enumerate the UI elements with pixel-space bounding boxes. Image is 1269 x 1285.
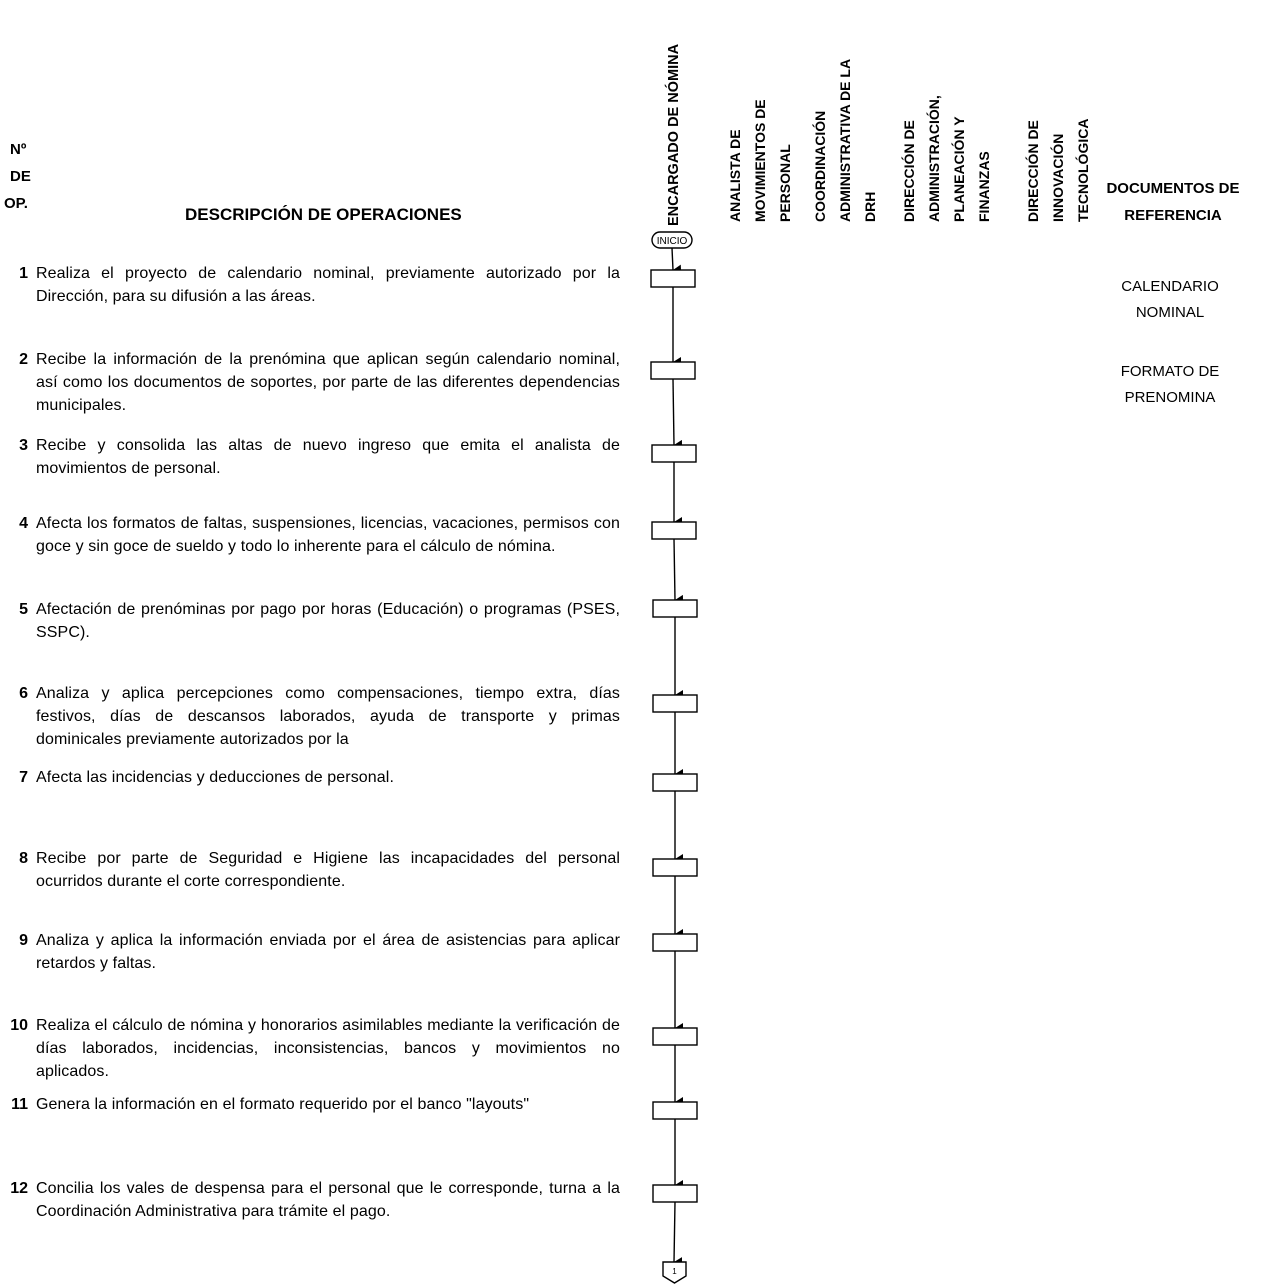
reference-line: PRENOMINA — [1124, 389, 1216, 406]
op-description: Afecta los formatos de faltas, suspensiones, licencias, vacaciones, permisos con goce y sin goce de sueldo y todo lo inherente para el cálculo de nómina. — [36, 515, 620, 555]
process-box — [651, 362, 695, 379]
column-header-line: PERSONAL — [777, 144, 793, 222]
op-number: 8 — [19, 850, 28, 867]
process-box — [653, 1028, 697, 1045]
column-header-line: COORDINACIÓN — [812, 110, 828, 222]
column-header-line: FINANZAS — [976, 151, 992, 222]
documents-header-line: DOCUMENTOS DE — [1106, 180, 1240, 197]
op-number: 2 — [19, 351, 28, 368]
column-header-line: DRH — [862, 191, 878, 222]
op-number-header-line: Nº — [10, 141, 27, 158]
reference-line: CALENDARIO — [1121, 278, 1219, 295]
process-box — [653, 1102, 697, 1119]
op-number: 10 — [10, 1017, 28, 1034]
column-header-line: ADMINISTRACIÓN, — [926, 95, 942, 222]
column-header-line: ADMINISTRATIVA DE LA — [837, 58, 853, 222]
column-header-line: ANALISTA DE — [727, 129, 743, 222]
column-header-line: INNOVACIÓN — [1050, 133, 1066, 222]
process-box — [653, 1185, 697, 1202]
op-description: Afecta las incidencias y deducciones de personal. — [36, 769, 395, 786]
documents-header-line: REFERENCIA — [1124, 207, 1222, 224]
description-header: DESCRIPCIÓN DE OPERACIONES — [185, 205, 462, 224]
process-box — [653, 859, 697, 876]
op-number: 5 — [19, 601, 28, 618]
op-number-header-line: DE — [10, 168, 31, 185]
op-number: 6 — [19, 685, 28, 702]
op-description: Recibe y consolida las altas de nuevo ingreso que emita el analista de movimientos de personal. — [36, 437, 620, 477]
start-terminal-label: INICIO — [656, 236, 688, 247]
op-number: 12 — [10, 1180, 28, 1197]
flow-arrow — [672, 248, 673, 270]
op-number-header-line: OP. — [4, 195, 28, 212]
op-number: 1 — [19, 265, 28, 282]
op-description: Recibe la información de la prenómina que aplican según calendario nominal, así como los documentos de soportes, por parte de las diferentes dependencias municipales. — [36, 351, 620, 414]
op-description: Genera la información en el formato requerido por el banco "layouts" — [36, 1096, 530, 1113]
process-box — [651, 270, 695, 287]
op-description: Concilia los vales de despensa para el personal que le corresponde, turna a la Coordinación Administrativa para trámite el pago. — [36, 1180, 620, 1220]
op-number: 4 — [19, 515, 28, 532]
off-page-connector-label: 1 — [672, 1267, 677, 1276]
flow-arrow — [673, 379, 674, 445]
op-description: Realiza el cálculo de nómina y honorarios asimilables mediante la verificación de días laborados, incidencias, inconsistencias, bancos y movimientos no aplicados. — [36, 1017, 620, 1080]
process-box — [652, 522, 696, 539]
op-description: Analiza y aplica percepciones como compensaciones, tiempo extra, días festivos, días de descansos laborados, ayuda de transporte y primas dominicales previamente autorizados por la — [36, 685, 620, 748]
column-header-line: TECNOLÓGICA — [1075, 118, 1091, 222]
column-header-line: DIRECCIÓN DE — [1025, 120, 1041, 222]
op-description: Afectación de prenóminas por pago por horas (Educación) o programas (PSES, SSPC). — [36, 601, 620, 641]
op-number: 7 — [19, 769, 28, 786]
op-number: 11 — [11, 1096, 28, 1113]
process-box — [653, 600, 697, 617]
op-description: Analiza y aplica la información enviada por el área de asistencias para aplicar retardos y faltas. — [36, 932, 620, 972]
process-box — [653, 695, 697, 712]
op-description: Recibe por parte de Seguridad e Higiene las incapacidades del personal ocurridos durante el corte correspondiente. — [36, 850, 620, 890]
flow-arrow — [674, 539, 675, 600]
reference-line: FORMATO DE — [1120, 363, 1220, 380]
column-header-line: ENCARGADO DE NÓMINA — [666, 43, 682, 226]
column-header-line: PLANEACIÓN Y — [951, 116, 967, 222]
op-description: Realiza el proyecto de calendario nominal, previamente autorizado por la Dirección, para su difusión a las áreas. — [36, 265, 620, 305]
process-box — [652, 445, 696, 462]
column-header-line: DIRECCIÓN DE — [901, 120, 917, 222]
op-number: 3 — [19, 437, 28, 454]
reference-line: NOMINAL — [1135, 304, 1205, 321]
process-box — [653, 934, 697, 951]
process-box — [653, 774, 697, 791]
flow-arrow — [674, 1202, 675, 1262]
column-header-line: MOVIMIENTOS DE — [752, 99, 768, 222]
op-number: 9 — [19, 932, 28, 949]
